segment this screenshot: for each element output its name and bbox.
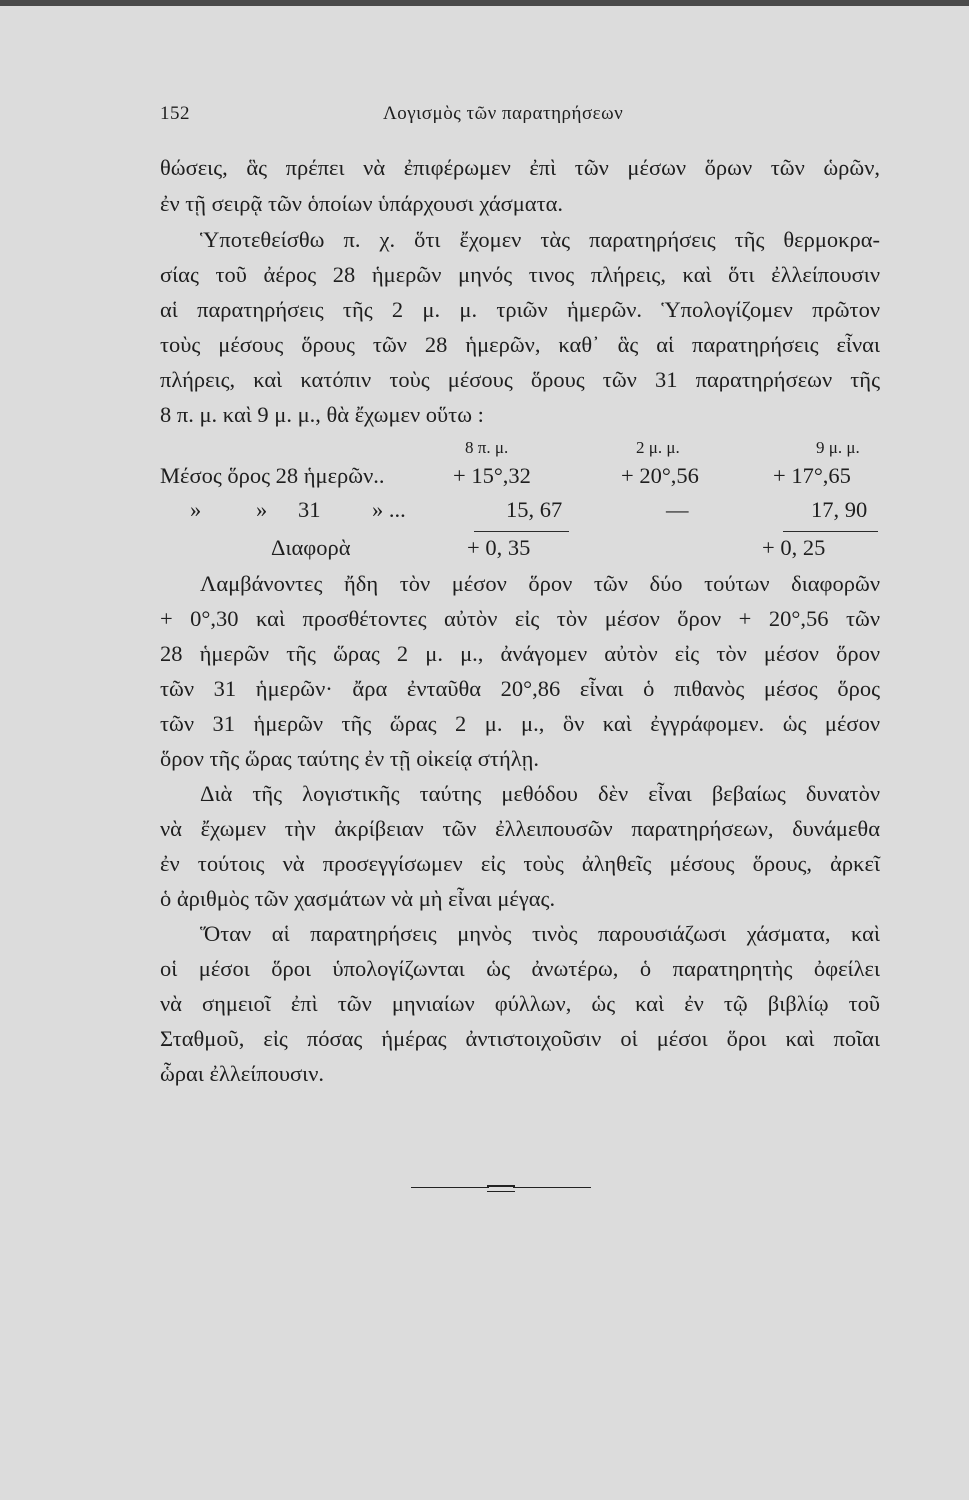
text-line: τῶν 31 ἡμερῶν τῆς ὥρας 2 μ. μ., ὃν καὶ ἐγγράφομεν. ὡς μέσον xyxy=(160,711,880,736)
text-line: οἱ μέσοι ὅροι ὑπολογίζωνται ὡς ἀνωτέρω, ὁ παρατηρητὴς ὀφείλει xyxy=(160,956,880,981)
table-cell: + 0, 35 xyxy=(467,535,531,560)
text-line: Διὰ τῆς λογιστικῆς ταύτης μεθόδου δὲν εἶναι βεβαίως δυνατὸν xyxy=(200,781,880,806)
text-line: νὰ σημειοῖ ἐπὶ τῶν μηνιαίων φύλλων, ὡς καὶ ἐν τῷ βιβλίῳ τοῦ xyxy=(160,991,880,1016)
ornament-bead xyxy=(487,1185,515,1192)
ditto-mark: » xyxy=(256,497,268,522)
text-line: 8 π. μ. καὶ 9 μ. μ., θὰ ἔχωμεν οὕτω : xyxy=(160,402,484,427)
text-line: σίας τοῦ ἀέρος 28 ἡμερῶν μηνός τινος πλήρεις, καὶ ὅτι ἐλλείπουσιν xyxy=(160,262,880,287)
text-line: + 0°,30 καὶ προσθέτοντες αὐτὸν εἰς τὸν μέσον ὅρον + 20°,56 τῶν xyxy=(160,606,880,631)
text-line: Λαμβάνοντες ἤδη τὸν μέσον ὅρον τῶν δύο τούτων διαφορῶν xyxy=(200,571,880,596)
text-line: Ὅταν αἱ παρατηρήσεις μηνὸς τινὸς παρουσιάζωσι χάσματα, καὶ xyxy=(200,921,880,946)
ditto-mark: » ... xyxy=(372,497,406,522)
column-header: 2 μ. μ. xyxy=(636,438,680,457)
table-cell: — xyxy=(666,497,689,522)
page-number: 152 xyxy=(160,103,190,124)
table-cell: + 15°,32 xyxy=(453,463,531,488)
text-line: Σταθμοῦ, εἰς πόσας ἡμέρας ἀντιστοιχοῦσιν οἱ μέσοι ὅροι καὶ ποῖαι xyxy=(160,1026,880,1051)
text-line: πλήρεις, καὶ κατόπιν τοὺς μέσους ὅρους τῶν 31 παρατηρήσεων τῆς xyxy=(160,367,880,392)
scan-edge xyxy=(0,0,969,6)
text-line: ὁ ἀριθμὸς τῶν χασμάτων νὰ μὴ εἶναι μέγας. xyxy=(160,886,556,911)
end-ornament xyxy=(411,1185,591,1191)
text-line: ὅρον τῆς ὥρας ταύτης ἐν τῇ οἰκείᾳ στήλῃ. xyxy=(160,746,540,771)
text-line: ὧραι ἐλλείπουσιν. xyxy=(160,1061,325,1086)
text-line: ἐν τούτοις νὰ προσεγγίσωμεν εἰς τοὺς ἀληθεῖς μέσους ὅρους, ἀρκεῖ xyxy=(160,851,880,876)
text-line: τῶν 31 ἡμερῶν· ἄρα ἐνταῦθα 20°,86 εἶναι ὁ πιθανὸς μέσος ὅρος xyxy=(160,676,880,701)
table-cell: 17, 90 xyxy=(811,497,868,522)
row-label: 31 xyxy=(298,497,321,522)
ornament-line xyxy=(513,1187,591,1188)
text-line: 28 ἡμερῶν τῆς ὥρας 2 μ. μ., ἀνάγομεν αὐτὸν εἰς τὸν μέσον ὅρον xyxy=(160,641,880,666)
table-cell: + 20°,56 xyxy=(621,463,699,488)
row-label: Διαφορὰ xyxy=(271,535,351,560)
text-line: Ὑποτεθείσθω π. χ. ὅτι ἔχομεν τὰς παρατηρήσεις τῆς θερμοκρα- xyxy=(200,227,880,252)
row-label: Μέσος ὅρος 28 ἡμερῶν.. xyxy=(160,463,385,488)
text-line: ἐν τῇ σειρᾷ τῶν ὁποίων ὑπάρχουσι χάσματα. xyxy=(160,191,564,216)
running-title: Λογισμὸς τῶν παρατηρήσεων xyxy=(383,103,624,124)
column-header: 9 μ. μ. xyxy=(816,438,860,457)
text-line: νὰ ἔχωμεν τὴν ἀκρίβειαν τῶν ἐλλειπουσῶν παρατηρήσεων, δυνάμεθα xyxy=(160,816,880,841)
ornament-line xyxy=(411,1187,489,1188)
ditto-mark: » xyxy=(190,497,202,522)
table-cell: + 17°,65 xyxy=(773,463,851,488)
table-cell: + 0, 25 xyxy=(762,535,826,560)
table-cell: 15, 67 xyxy=(506,497,563,522)
column-header: 8 π. μ. xyxy=(465,438,509,457)
text-line: αἱ παρατηρήσεις τῆς 2 μ. μ. τριῶν ἡμερῶν. Ὑπολογίζομεν πρῶτον xyxy=(160,297,880,322)
text-line: τοὺς μέσους ὅρους τῶν 28 ἡμερῶν, καθ᾽ ἃς αἱ παρατηρήσεις εἶναι xyxy=(160,332,880,357)
text-line: θώσεις, ἃς πρέπει νὰ ἐπιφέρωμεν ἐπὶ τῶν μέσων ὅρων τῶν ὡρῶν, xyxy=(160,155,880,180)
